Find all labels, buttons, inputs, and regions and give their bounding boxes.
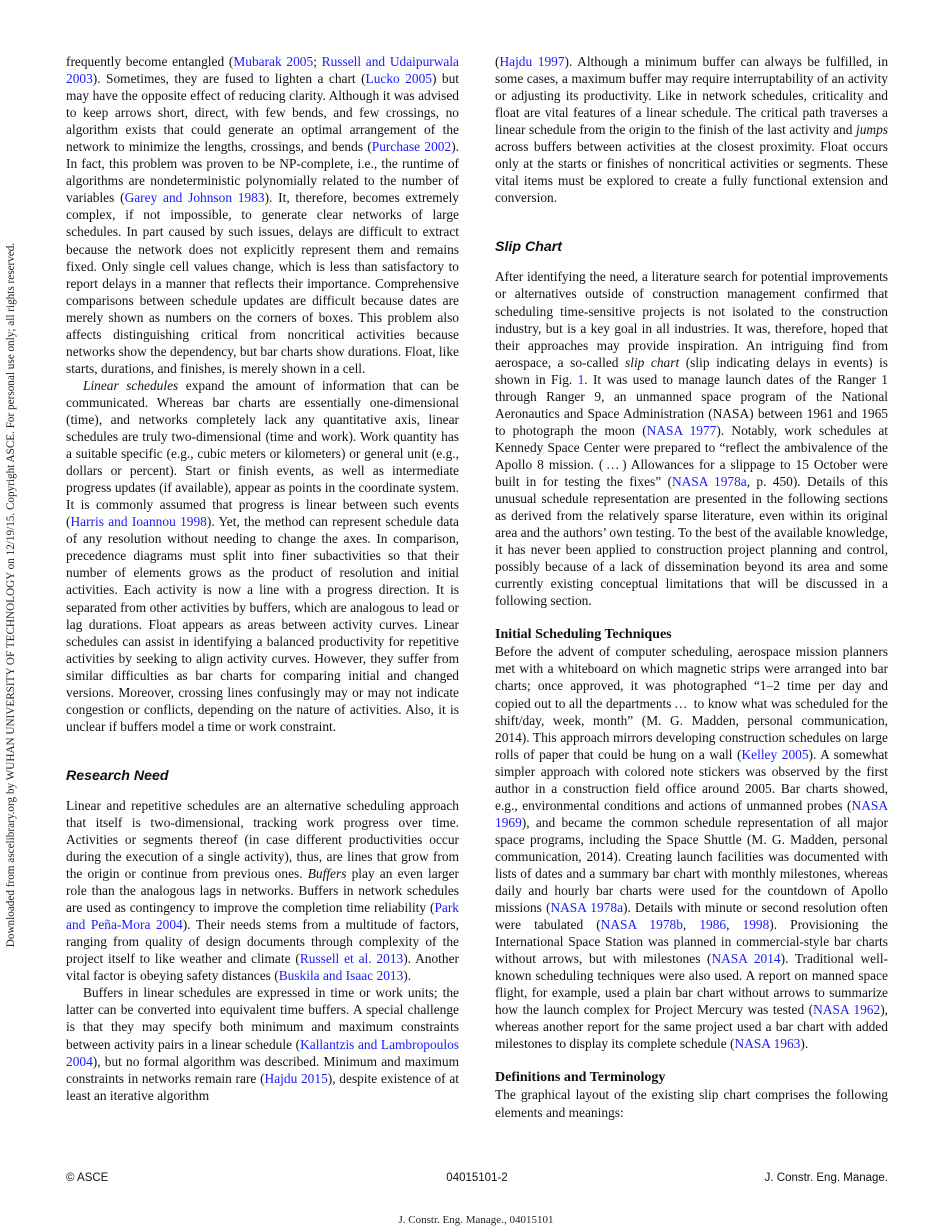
body-text: expand the amount of information that can be communicated. Whereas bar charts are essentially one-dimensional (time), and networks completely lack any quantitative axis, linear schedules are truly two-dimensional (time and work). Work quantity has a suitable specific (e.g., cubic meters or kilometers) or general unit (e.g., dollars or percent). Start or finish events, as well as intermediate progress updates (if available), appear as points in the coordinate system. It is commonly assumed that progress is linear between such events ( [66,377,459,530]
body-text: , [682,917,700,933]
paragraph [495,53,888,206]
emphasized-term: jumps [856,122,888,138]
citation-link[interactable]: Lucko 2005 [365,71,432,87]
citation-link[interactable]: Kallantzis and Lambropoulos 2004 [66,1036,459,1069]
page-footer [66,1172,888,1188]
body-text: (slip indicating delays in events) is shown in Fig. [495,354,888,387]
citation-link[interactable]: Hajdu 2015 [264,1070,328,1086]
paragraph [66,53,459,377]
body-text: ). Details with minute or second resolution often were tabulated ( [495,900,889,933]
subsection-heading-initial-scheduling: Initial Scheduling Techniques [495,627,672,643]
body-text: ( [495,54,500,69]
paragraph [66,984,459,1103]
body-text: The graphical layout of the existing slip chart comprises the following elements and meanings: [495,1087,888,1120]
body-text: ). [403,968,412,984]
citation-link[interactable]: NASA 1977 [646,422,717,438]
emphasized-term: Buffers [307,866,347,882]
body-text: ), whereas another report for the same project used a bar chart with added milestones to display its complete schedule ( [495,1002,888,1052]
citation-link[interactable]: Mubarak 2005 [233,54,314,69]
body-text: Linear and repetitive schedules are an alternative scheduling approach that itself is two-dimensional, tracking work progress over time. Activities or segments thereof (in case different productivities occur during the execution of a single activity), thus, are lines that grow from the origin or continue from previous ones. [66,797,459,882]
paragraph [66,377,459,735]
paragraph [495,1086,888,1120]
body-text: frequently become entangled ( [66,54,234,69]
body-text: ). Their needs stems from a multitude of factors, ranging from quality of design documents through complexity of the project itself to like weather and climate ( [66,917,459,967]
citation-link[interactable]: Garey and Johnson 1983 [124,190,265,206]
citation-link[interactable]: NASA 1978a [550,900,624,916]
body-text: ). Yet, the method can represent schedule data of any resolution without needing to change the axes. In comparison, precedence diagrams must split into finer subactivities so that their number of elements grows as the product of resolution and initial activities. Each activity is now a line with a progress direction. It is separated from other activities by buffers, which are analogous to lead or lag durations. Float appears as areas between activity curves. Linear schedules can assist in identifying a balanced productivity for repetitive activities by seeking to align activity curves. However, they suffer from similar difficulties as bar charts for comparing initial and changed versions. Moreover, crossing lines confusingly may or may not indicate congestion or conflicts, depending on the nature of activities. Also, it is unclear if buffers model a time or work constraint. [66,514,459,734]
citation-link[interactable]: 1986 [699,917,727,933]
emphasized-term: Linear schedules [83,377,179,393]
paragraph [495,643,888,1052]
body-text: Before the advent of computer scheduling, aerospace mission planners met with a whiteboard on which magnetic strips were arranged into bar charts; once approved, it was photographed “1–2 time per day and copied out to all the departments … to know what was scheduled for the shift/day, week, month” (M. G. Madden, personal communication, 2014). This approach mirrors developing construction schedules on large rolls of paper that could be hung on a wall ( [495,644,888,762]
body-text: ), but no formal algorithm was described. Minimum and maximum constraints in networks remain rare ( [66,1053,459,1086]
citation-link[interactable]: Park and Peña-Mora 2004 [66,900,459,933]
citation-link[interactable]: Hajdu 1997 [499,54,565,69]
body-text: Buffers in linear schedules are expressed in time or work units; the latter can be converted into equivalent time buffers. A special challenge is that they may specify both minimum and maximum constraints between activity pairs in a linear schedule ( [66,985,459,1052]
body-text: ). In fact, this problem was proven to be NP-complete, i.e., the runtime of algorithms are nondeterministic polynomially related to the number of variables ( [66,139,460,206]
footer-journal: J. Constr. Eng. Manage. [764,1172,888,1184]
paragraph [495,268,888,609]
figure-link[interactable]: 1 [577,371,585,387]
body-text: ), and became the common schedule representation of all major space programs, including the Space Shuttle (M. G. Madden, personal communication, 2014). Creating launch facilities was documented with lists of dates and a summary bar chart with monthly milestones, whereas daily and hourly bar charts were used for the countdown of Apollo missions ( [495,814,888,916]
citation-link[interactable]: Purchase 2002 [371,139,452,155]
subsection-heading-definitions: Definitions and Terminology [495,1070,666,1086]
left-column [66,53,459,1104]
emphasized-term: slip chart [625,354,680,370]
right-column [495,53,888,1121]
body-text: ) but may have the opposite effect of reducing clarity. Although it was advised to keep arrows short, direct, with few bends, and few crossings, no algorithm exists that could generate an optimal arrangement of the network to minimize the lengths, crossings, and bends ( [66,71,459,155]
body-text: ). Sometimes, they are fused to lighten a chart ( [92,71,366,87]
download-notice [2,175,20,1015]
body-text: ). It, therefore, becomes extremely complex, if not impossible, to generate clear networks of large schedules. In part caused by such issues, delays are difficult to extract because the network does not explicitly represent them and remains fixed. Only single cell values change, which is less than satisfactory to report delays in a manner that reflects their importance. Comprehensive comparisons between schedule updates are difficult because dates are merely shown as numbers on the corners of boxes. This problem also affects distinguishing critical from noncritical activities because networks show the dependency, but bar charts show durations. Float, like starts, durations, and finishes, is merely shown in a cell. [66,190,460,376]
body-text: ). Although a minimum buffer can always be fulfilled, in some cases, a maximum buffer may require interruptability of an activity or adjusting its productivity. Like in network schedules, criticality and float are vital features of a linear schedule. The critical path traverses a linear schedule from the origin to the finish of the last activity and [495,54,889,138]
citation-link[interactable]: NASA 1978a [671,473,747,489]
citation-link[interactable]: NASA 2014 [711,951,781,967]
body-text: ; [313,54,322,69]
body-text: ). A somewhat simpler approach with colored note stickers was observed by the first author in a construction field office around 2005. Bar charts showed, e.g., environmental conditions and actions of unmanned probes ( [495,746,888,813]
citation-link[interactable]: NASA 1978b [600,917,683,933]
body-text: ). [800,1036,809,1052]
citation-link[interactable]: 1998 [742,917,770,933]
body-text: ). Another vital factor is obeying safety distances ( [66,951,459,984]
section-heading-slip-chart: Slip Chart [495,239,563,256]
download-notice-text: Downloaded from ascelibrary.org by WUHAN UNIVERSITY OF TECHNOLOGY on 12/19/15. Copyright ASCE. For personal use only; all rights reserved. [5,242,17,948]
body-text: play an even larger role than the analogous lags in networks. Buffers in network schedules are used as contingency to improve the completion time reliability ( [66,866,459,916]
body-text: ), despite existence of at least an iterative algorithm [66,1070,460,1103]
footer-page-number: 04015101-2 [446,1172,508,1184]
body-text: . It was used to manage launch dates of the Ranger 1 through Ranger 9, an unmanned space program of the National Aeronautics and Space Administration (NASA) between 1961 and 1965 to photograph the moon ( [495,371,888,438]
body-text: After identifying the need, a literature search for potential improvements or alternatives outside of construction management confirmed that scheduling time-sensitive projects is not isolated to the construction industry, but is a key goal in all industries. It was, therefore, hoped that their approaches may provide inspiration. An intriguing find from aerospace, a so-called [495,269,888,370]
body-text: , [726,917,743,933]
citation-link[interactable]: NASA 1962 [813,1002,881,1018]
citation-link[interactable]: NASA 1963 [734,1036,801,1052]
paragraph [66,797,459,985]
body-text: ). Notably, work schedules at Kennedy Space Center were prepared to “reflect the ambivalence of the Apollo 8 mission. ( … ) Allowances for a slippage to 15 October were built in for testing the fixes” ( [495,422,888,489]
citation-link[interactable]: Harris and Ioannou 1998 [70,514,207,530]
body-text: , p. 450). Details of this unusual schedule representation are presented in the following sections as derived from the relatively sparse literature, even within its original area and the authors’ own testing. To the best of the available knowledge, it has never been applied to construction project planning and control, possibly because of a lack of dissemination beyond its area and some currently existing conceptual limitations that will be discussed in a following section. [495,473,889,609]
citation-link[interactable]: Buskila and Isaac 2013 [278,968,404,984]
body-text: ). Provisioning the International Space Station was planned in commercial-style bar charts without arrows, but with milestones ( [495,917,888,967]
bottom-citation: J. Constr. Eng. Manage., 04015101 [398,1214,554,1226]
citation-link[interactable]: Kelley 2005 [741,746,809,762]
body-text: across buffers between activities at the closest proximity. Float occurs only at the starts or finishes of noncritical activities or segments. These vital items must be explored to create a fully functional extension and conversion. [495,139,888,206]
section-heading-research-need: Research Need [66,767,169,784]
citation-link[interactable]: Russell and Udaipurwala 2003 [66,54,460,87]
body-text: ). Traditional well-known scheduling techniques were also used. A report on manned space flight, for example, used a plain bar chart without arrows to summarize how the launch complex for Project Mercury was tested ( [495,951,888,1018]
footer-copyright: © ASCE [66,1172,109,1184]
citation-link[interactable]: Russell et al. 2013 [299,951,404,967]
citation-link[interactable]: NASA 1969 [495,797,888,830]
